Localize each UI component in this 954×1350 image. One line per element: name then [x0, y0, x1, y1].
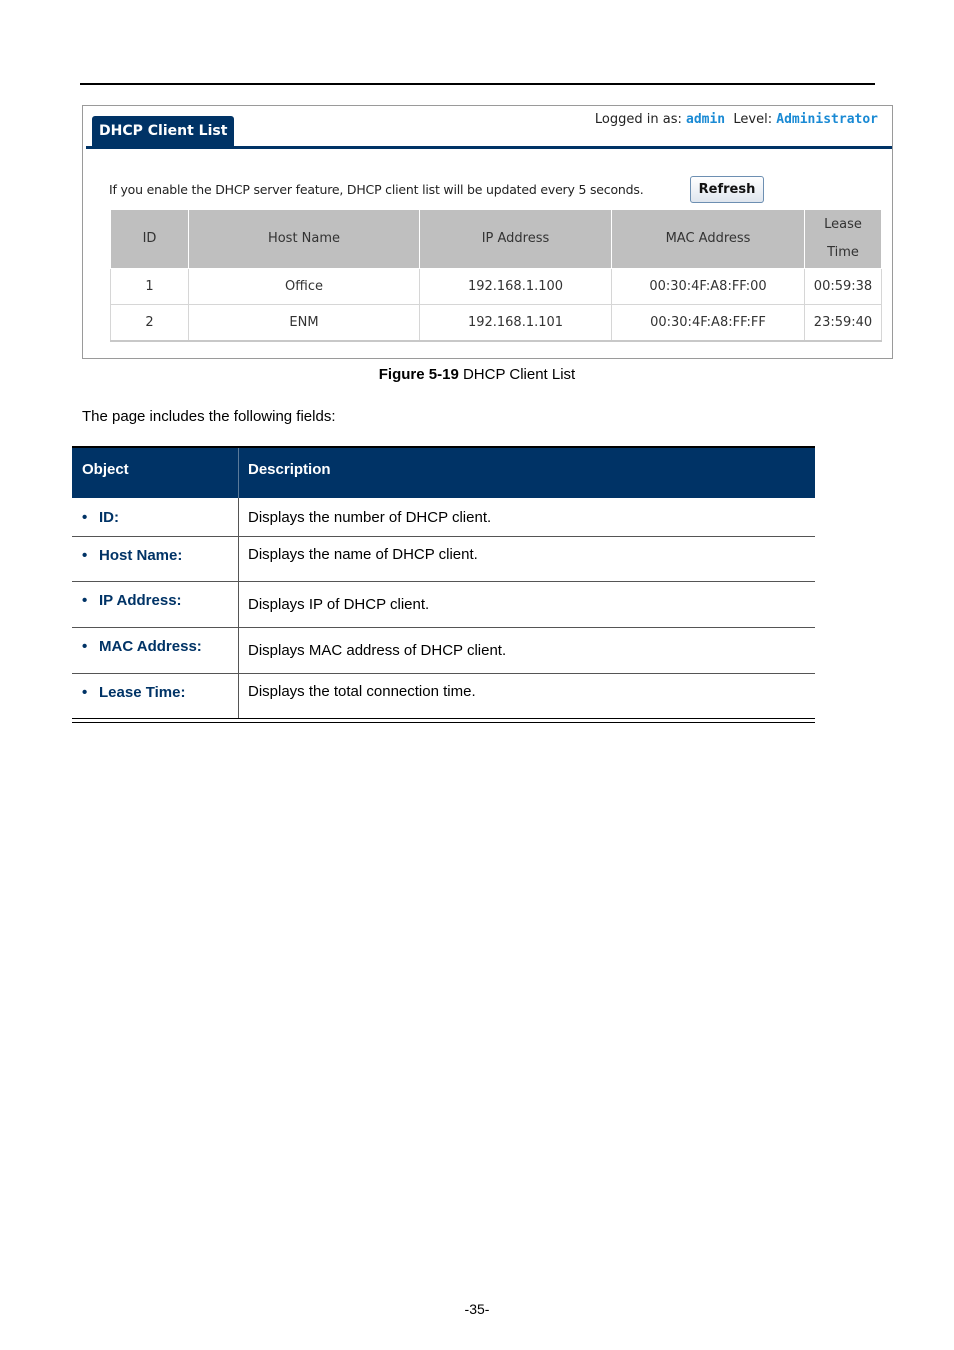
cell-ip-address: 192.168.1.101 — [420, 305, 612, 342]
column-header-lease-time: Lease Time — [805, 210, 882, 269]
tab-underline — [86, 146, 892, 149]
dhcp-client-table — [110, 209, 882, 342]
table-row — [111, 269, 882, 305]
fields-table — [72, 446, 815, 723]
field-row-id — [72, 498, 815, 537]
field-object-label: Lease Time: — [99, 684, 186, 701]
column-header-ip-address: IP Address — [420, 210, 612, 269]
cell-id: 2 — [111, 305, 189, 342]
field-description: Displays the total connection time. — [248, 683, 476, 700]
field-object-label: Host Name: — [99, 547, 183, 564]
row-separator — [238, 582, 239, 627]
intro-text: The page includes the following fields: — [82, 408, 336, 425]
bullet-icon: • — [82, 509, 88, 526]
login-prefix: Logged in as: — [594, 112, 682, 127]
level-value: Administrator — [776, 112, 878, 127]
field-object — [82, 638, 202, 655]
field-description: Displays the name of DHCP client. — [248, 546, 478, 563]
field-description: Displays IP of DHCP client. — [248, 596, 430, 613]
bullet-icon: • — [82, 547, 88, 564]
cell-lease-time: 23:59:40 — [805, 305, 882, 342]
figure-caption — [0, 366, 954, 383]
top-rule — [80, 83, 875, 85]
field-description: Displays MAC address of DHCP client. — [248, 642, 507, 659]
bullet-icon: • — [82, 638, 88, 655]
bullet-icon: • — [82, 592, 88, 609]
dhcp-client-list-screenshot — [82, 105, 893, 359]
cell-ip-address: 192.168.1.100 — [420, 269, 612, 305]
row-separator — [238, 674, 239, 718]
table-header-row — [111, 210, 882, 269]
cell-lease-time: 00:59:38 — [805, 269, 882, 305]
cell-mac-address: 00:30:4F:A8:FF:FF — [612, 305, 805, 342]
column-header-mac-address: MAC Address — [612, 210, 805, 269]
field-object — [82, 509, 119, 526]
field-object-label: IP Address: — [99, 592, 182, 609]
header-separator — [238, 448, 239, 498]
header-object: Object — [82, 461, 129, 478]
figure-label: Figure 5-19 — [378, 366, 459, 383]
field-row-lease-time — [72, 674, 815, 718]
column-header-host-name: Host Name — [189, 210, 420, 269]
header-description: Description — [248, 461, 331, 478]
field-object-label: ID: — [99, 509, 119, 526]
field-object — [82, 684, 185, 701]
cell-host-name: Office — [189, 269, 420, 305]
fields-table-header — [72, 446, 815, 498]
login-status — [595, 112, 878, 127]
bullet-icon: • — [82, 684, 88, 701]
field-row-host-name — [72, 537, 815, 582]
page-number: -35- — [464, 1301, 490, 1317]
figure-title: DHCP Client List — [458, 366, 576, 383]
table-row — [111, 305, 882, 342]
tab-dhcp-client-list[interactable]: DHCP Client List — [92, 116, 234, 146]
field-object — [82, 592, 182, 609]
cell-mac-address: 00:30:4F:A8:FF:00 — [612, 269, 805, 305]
field-description: Displays the number of DHCP client. — [248, 509, 492, 526]
field-object — [82, 547, 182, 564]
row-separator — [238, 628, 239, 673]
cell-id: 1 — [111, 269, 189, 305]
field-row-ip-address — [72, 582, 815, 628]
login-user: admin — [686, 112, 726, 127]
field-row-mac-address — [72, 628, 815, 674]
level-prefix: Level: — [733, 112, 773, 127]
cell-host-name: ENM — [189, 305, 420, 342]
refresh-button[interactable]: Refresh — [690, 176, 764, 203]
fields-table-bottom-rule — [72, 718, 815, 723]
row-separator — [238, 537, 239, 581]
field-object-label: MAC Address: — [99, 638, 202, 655]
update-info-text: If you enable the DHCP server feature, DHCP client list will be updated every 5 seconds. — [109, 182, 644, 197]
row-separator — [238, 498, 239, 536]
column-header-id: ID — [111, 210, 189, 269]
